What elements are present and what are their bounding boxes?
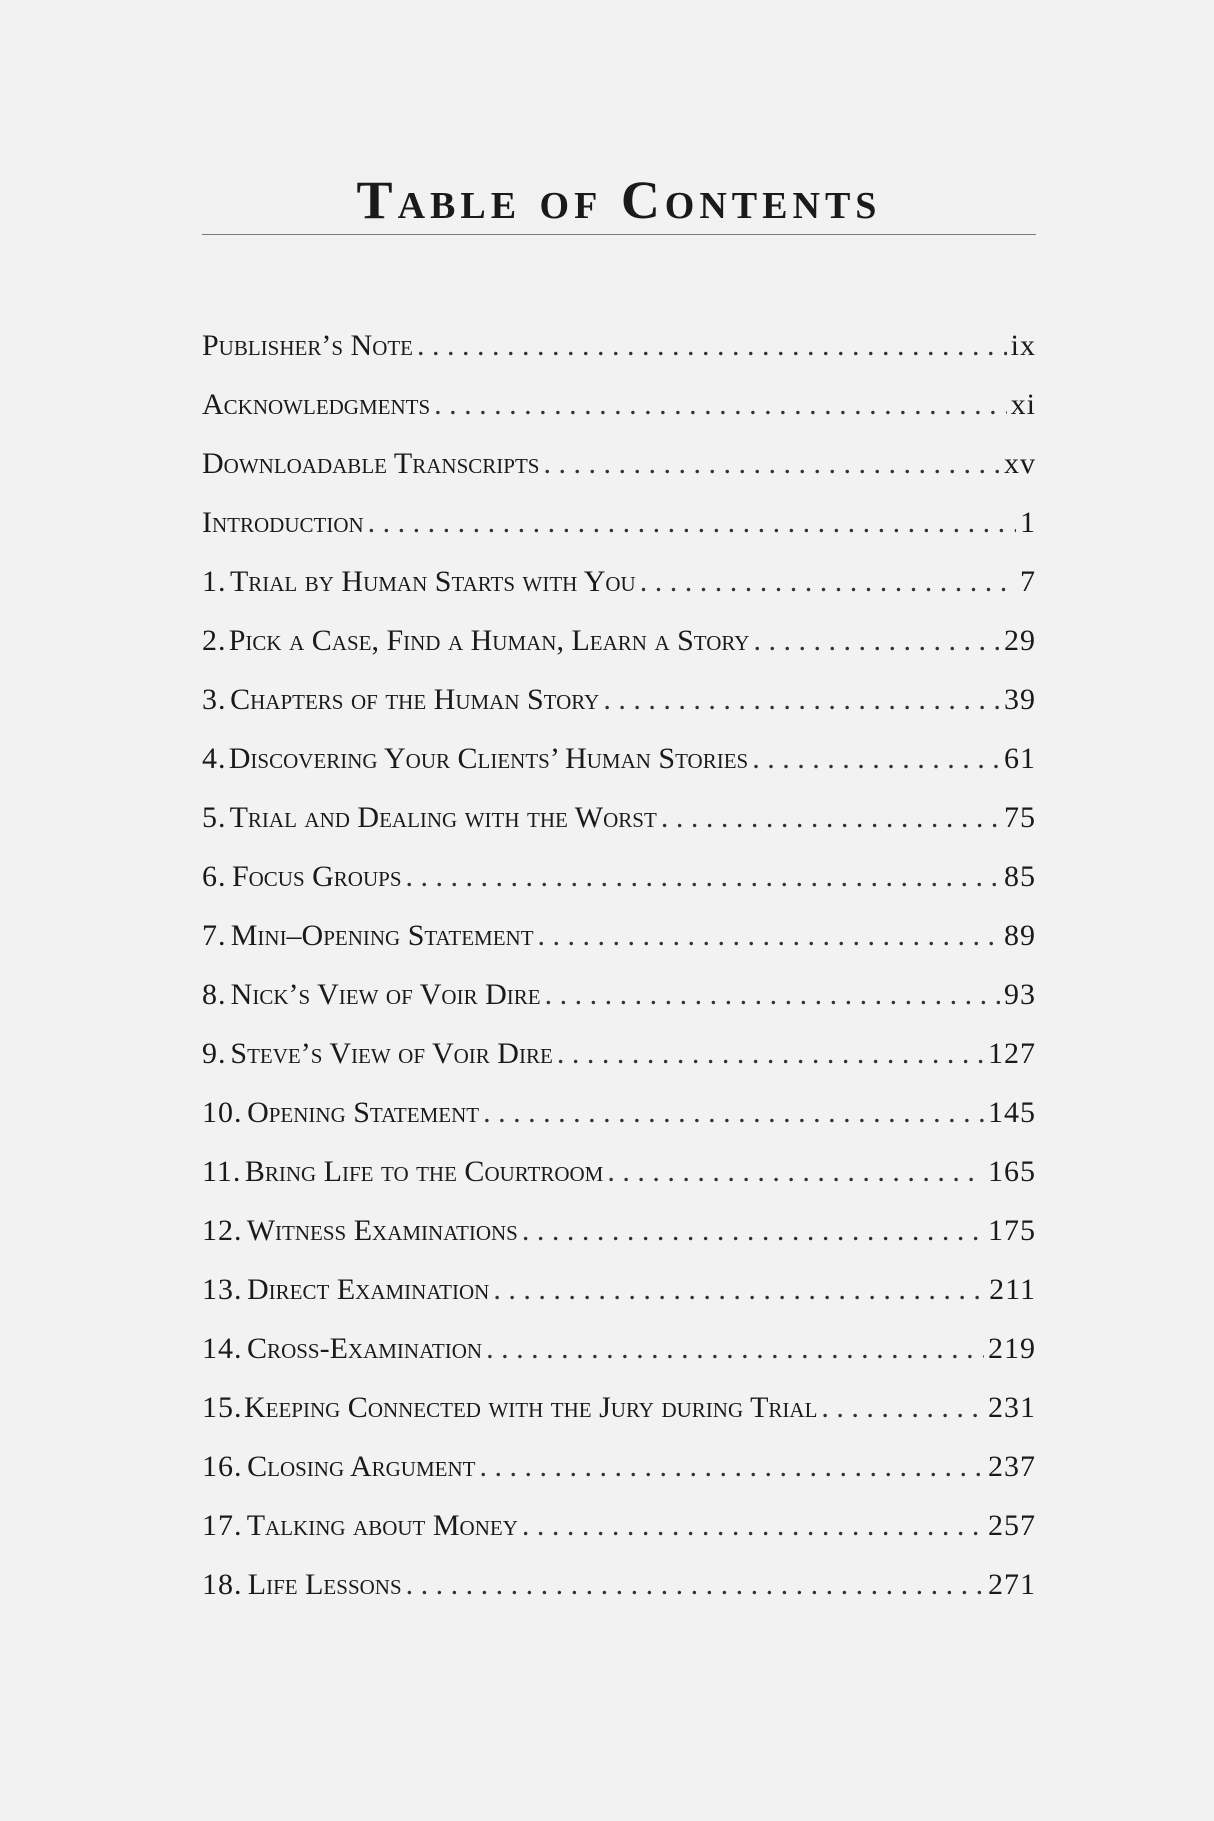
entry-title: Publisher’s Note xyxy=(202,329,414,362)
toc-entry-chapter-9[interactable] xyxy=(202,1034,1036,1093)
entry-title: Discovering Your Clients’ Human Stories xyxy=(228,742,749,775)
toc-entry-chapter-3[interactable] xyxy=(202,680,1036,739)
chapter-number: 5. xyxy=(202,801,227,834)
dot-leader xyxy=(545,975,1000,1015)
dot-leader xyxy=(640,562,1016,602)
toc-entry-chapter-12[interactable] xyxy=(202,1211,1036,1270)
entry-title: Focus Groups xyxy=(231,860,402,893)
chapter-number: 4. xyxy=(202,742,227,775)
entry-page-number: 127 xyxy=(988,1037,1036,1070)
chapter-number: 13. xyxy=(202,1273,243,1306)
entry-page-number: 165 xyxy=(988,1155,1036,1188)
entry-page-number: 271 xyxy=(988,1568,1036,1601)
entry-page-number: 7 xyxy=(1020,565,1036,598)
entry-page-number: 61 xyxy=(1004,742,1036,775)
entry-title: Downloadable Transcripts xyxy=(202,447,540,480)
chapter-number: 16. xyxy=(202,1450,243,1483)
entry-title: Talking about Money xyxy=(246,1509,518,1542)
entry-title: Chapters of the Human Story xyxy=(230,683,600,716)
entry-title: Opening Statement xyxy=(247,1096,480,1129)
chapter-number: 3. xyxy=(202,683,227,716)
dot-leader xyxy=(607,1152,984,1192)
toc-entry-chapter-6[interactable] xyxy=(202,857,1036,916)
title-divider xyxy=(202,234,1036,235)
chapter-number: 6. xyxy=(202,860,227,893)
toc-entry-chapter-17[interactable] xyxy=(202,1506,1036,1565)
toc-entry-chapter-10[interactable] xyxy=(202,1093,1036,1152)
chapter-number: 17. xyxy=(202,1509,243,1542)
chapter-number: 14. xyxy=(202,1332,243,1365)
entry-title: Trial and Dealing with the Worst xyxy=(229,801,657,834)
entry-title: Keeping Connected with the Jury during Trial xyxy=(243,1391,818,1424)
toc-entry-chapter-4[interactable] xyxy=(202,739,1036,798)
chapter-number: 12. xyxy=(202,1214,243,1247)
entry-page-number: 211 xyxy=(989,1273,1036,1306)
toc-entry-chapter-2[interactable] xyxy=(202,621,1036,680)
dot-leader xyxy=(406,857,1000,897)
toc-entry-chapter-11[interactable] xyxy=(202,1152,1036,1211)
dot-leader xyxy=(493,1270,985,1310)
dot-leader xyxy=(753,621,1000,661)
dot-leader xyxy=(661,798,1000,838)
chapter-number: 11. xyxy=(202,1155,242,1188)
entry-page-number: 75 xyxy=(1004,801,1036,834)
entry-title: Trial by Human Starts with You xyxy=(229,565,636,598)
entry-page-number: 39 xyxy=(1004,683,1036,716)
toc-entry-chapter-18[interactable] xyxy=(202,1565,1036,1624)
toc-list xyxy=(202,326,1036,1624)
dot-leader xyxy=(479,1447,984,1487)
entry-page-number: 29 xyxy=(1004,624,1036,657)
dot-leader xyxy=(821,1388,984,1428)
entry-title: Nick’s View of Voir Dire xyxy=(230,978,541,1011)
entry-title: Life Lessons xyxy=(247,1568,402,1601)
toc-entry-downloadable-transcripts[interactable] xyxy=(202,444,1036,503)
entry-title: Introduction xyxy=(202,506,364,539)
entry-page-number: ix xyxy=(1010,329,1036,362)
entry-title: Cross-Examination xyxy=(247,1332,483,1365)
entry-title: Mini–Opening Statement xyxy=(230,919,534,952)
dot-leader xyxy=(486,1329,984,1369)
entry-page-number: 257 xyxy=(988,1509,1036,1542)
entry-page-number: xv xyxy=(1004,447,1036,480)
entry-title: Pick a Case, Find a Human, Learn a Story xyxy=(228,624,750,657)
entry-page-number: 231 xyxy=(988,1391,1036,1424)
entry-page-number: 1 xyxy=(1020,506,1036,539)
entry-page-number: 175 xyxy=(988,1214,1036,1247)
chapter-number: 1. xyxy=(202,565,227,598)
page-title: Table of Contents xyxy=(356,170,882,230)
entry-title: Direct Examination xyxy=(247,1273,490,1306)
entry-page-number: 93 xyxy=(1004,978,1036,1011)
entry-page-number: 145 xyxy=(988,1096,1036,1129)
dot-leader xyxy=(557,1034,984,1074)
toc-entry-acknowledgments[interactable] xyxy=(202,385,1036,444)
toc-entry-chapter-13[interactable] xyxy=(202,1270,1036,1329)
entry-page-number: 85 xyxy=(1004,860,1036,893)
toc-entry-chapter-15[interactable] xyxy=(202,1388,1036,1447)
toc-entry-introduction[interactable] xyxy=(202,503,1036,562)
dot-leader xyxy=(543,444,1000,484)
entry-page-number: xi xyxy=(1010,388,1036,421)
entry-title: Closing Argument xyxy=(247,1450,476,1483)
chapter-number: 9. xyxy=(202,1037,227,1070)
dot-leader xyxy=(752,739,1000,779)
dot-leader xyxy=(434,385,1007,425)
dot-leader xyxy=(603,680,1000,720)
toc-entry-chapter-14[interactable] xyxy=(202,1329,1036,1388)
entry-title: Witness Examinations xyxy=(246,1214,518,1247)
toc-entry-chapter-5[interactable] xyxy=(202,798,1036,857)
chapter-number: 15. xyxy=(202,1391,243,1424)
toc-entry-publishers-note[interactable] xyxy=(202,326,1036,385)
toc-entry-chapter-16[interactable] xyxy=(202,1447,1036,1506)
chapter-number: 10. xyxy=(202,1096,243,1129)
dot-leader xyxy=(417,326,1007,366)
entry-page-number: 219 xyxy=(988,1332,1036,1365)
entry-page-number: 237 xyxy=(988,1450,1036,1483)
entry-title: Bring Life to the Courtroom xyxy=(244,1155,604,1188)
dot-leader xyxy=(522,1506,984,1546)
toc-entry-chapter-8[interactable] xyxy=(202,975,1036,1034)
entry-title: Acknowledgments xyxy=(202,388,431,421)
chapter-number: 2. xyxy=(202,624,227,657)
entry-title: Steve’s View of Voir Dire xyxy=(230,1037,553,1070)
toc-entry-chapter-1[interactable] xyxy=(202,562,1036,621)
dot-leader xyxy=(368,503,1016,543)
chapter-number: 7. xyxy=(202,919,227,952)
entry-page-number: 89 xyxy=(1004,919,1036,952)
toc-entry-chapter-7[interactable] xyxy=(202,916,1036,975)
dot-leader xyxy=(406,1565,984,1605)
chapter-number: 18. xyxy=(202,1568,243,1601)
dot-leader xyxy=(522,1211,984,1251)
dot-leader xyxy=(538,916,1000,956)
dot-leader xyxy=(483,1093,984,1133)
chapter-number: 8. xyxy=(202,978,227,1011)
